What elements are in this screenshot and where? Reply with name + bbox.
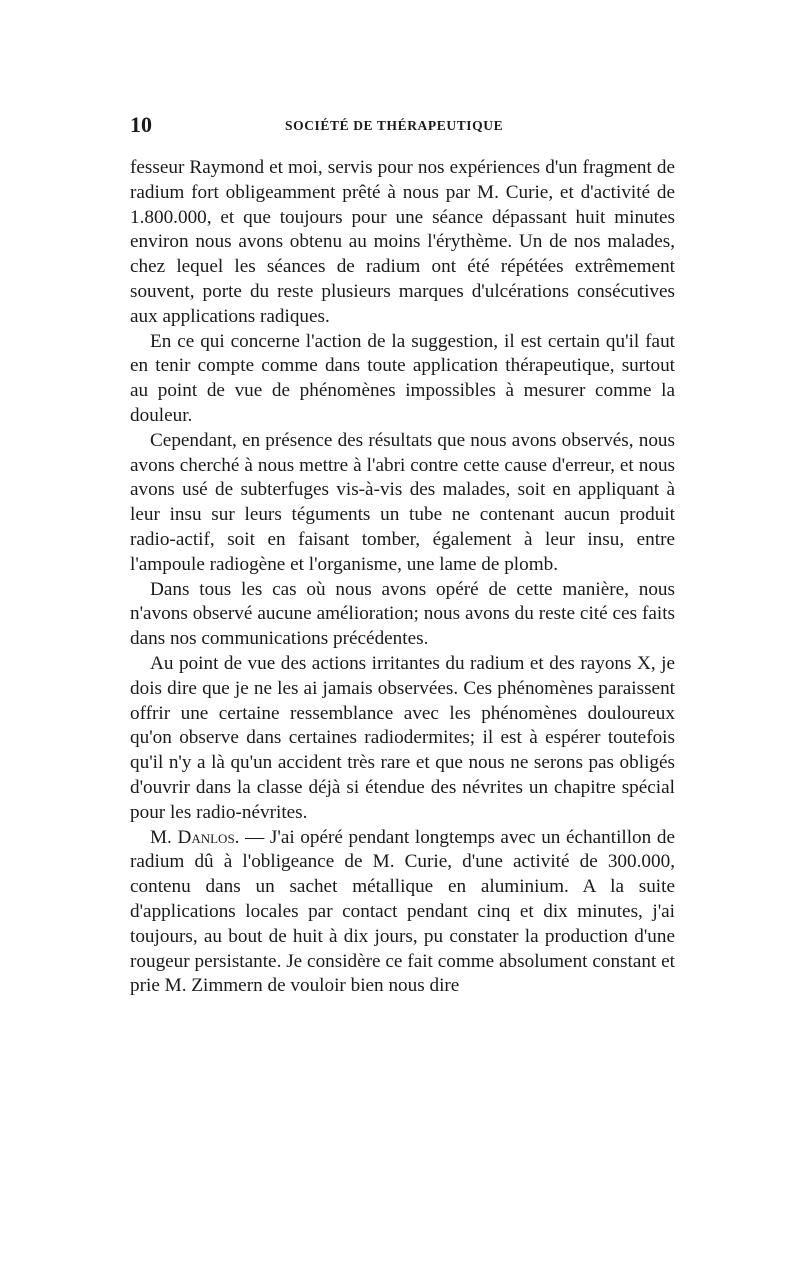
speaker-name: M. Danlos. bbox=[150, 826, 240, 848]
page-number: 10 bbox=[130, 112, 152, 137]
book-page bbox=[130, 112, 675, 999]
paragraph-2: En ce qui concerne l'action de la suggestion, il est certain qu'il faut en tenir compte comme dans toute application thérapeutique, surtout au point de vue de phénomènes impossibles à mesurer comme la douleur. bbox=[130, 330, 675, 426]
paragraph-4: Dans tous les cas où nous avons opéré de cette manière, nous n'avons observé aucune amélioration; nous avons du reste cité ces faits dans nos communications précédentes. bbox=[130, 578, 675, 650]
paragraph-5: Au point de vue des actions irritantes du radium et des rayons X, je dois dire que je ne les ai jamais observées. Ces phénomènes paraissent offrir une certaine ressemblance avec les phénomènes douloureux qu'on observe dans certaines radiodermites; il est à espérer toutefois qu'il n'y a là qu'un accident très rare et que nous ne serons pas obligés d'ouvrir dans la classe déjà si étendue des névrites un chapitre spécial pour les radio-névrites. bbox=[130, 652, 675, 823]
paragraph-6-text: — J'ai opéré pendant longtemps avec un échantillon de radium dû à l'obligeance de M. Curie, d'une activité de 300.000, contenu dans un sachet métallique en aluminium. A la suite d'applications locales par contact pendant cinq et dix minutes, j'ai toujours, au bout de huit à dix jours, pu constater la production d'une rougeur persistante. Je considère ce fait comme absolument constant et prie M. Zimmern de vouloir bien nous dire bbox=[130, 826, 675, 997]
paragraph-1: fesseur Raymond et moi, servis pour nos expériences d'un fragment de radium fort obligeamment prêté à nous par M. Curie, et d'activité de 1.800.000, et que toujours pour une séance dépassant huit minutes environ nous avons obtenu au moins l'érythème. Un de nos malades, chez lequel les séances de radium ont été répétées extrêmement souvent, porte du reste plusieurs marques d'ulcérations consécutives aux applications radiques. bbox=[130, 157, 675, 327]
paragraph-3: Cependant, en présence des résultats que nous avons observés, nous avons cherché à nous mettre à l'abri contre cette cause d'erreur, et nous avons usé de subterfuges vis-à-vis des malades, soit en appliquant à leur insu sur leurs téguments un tube ne contenant aucun produit radio-actif, soit en faisant tomber, également à leur insu, entre l'ampoule radiogène et l'organisme, une lame de plomb. bbox=[130, 429, 675, 575]
running-title: SOCIÉTÉ DE THÉRAPEUTIQUE bbox=[285, 118, 504, 133]
body-text bbox=[130, 156, 675, 999]
paragraph-6 bbox=[130, 826, 675, 1000]
page-header bbox=[130, 112, 675, 142]
